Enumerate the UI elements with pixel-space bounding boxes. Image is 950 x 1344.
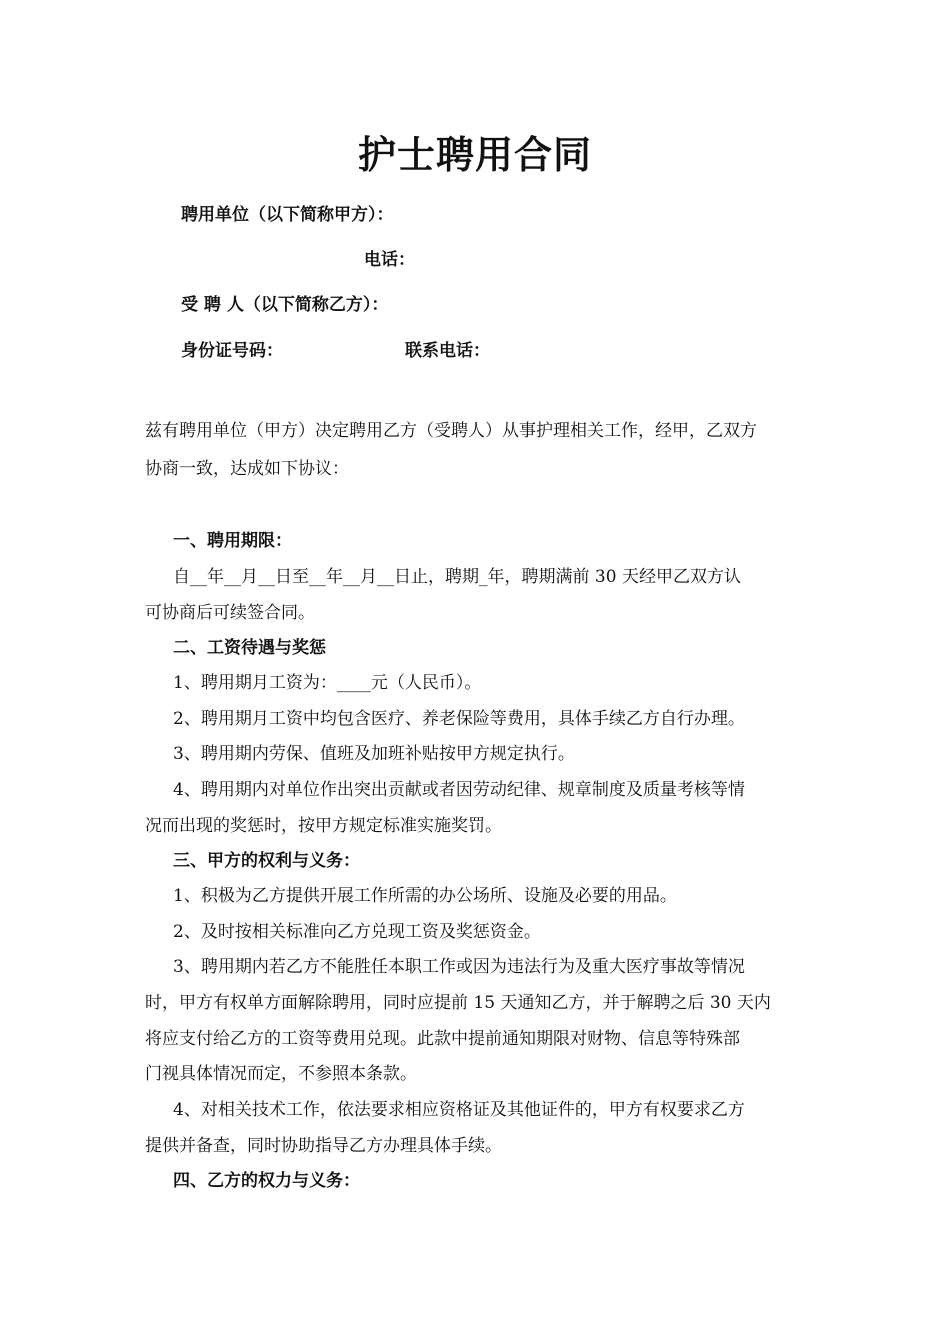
section-3-item-3-line-1: 3、聘用期内若乙方不能胜任本职工作或因为违法行为及重大医疗事故等情况 — [173, 957, 745, 977]
employer-label: 聘用单位（以下简称甲方）： — [181, 205, 394, 225]
phone-label: 电话： — [364, 250, 415, 270]
section-3-heading: 三、甲方的权利与义务： — [173, 851, 360, 871]
section-3-item-4-line-2: 提供并备查，同时协助指导乙方办理具体手续。 — [145, 1136, 502, 1156]
section-2-item-2: 2、聘用期月工资中均包含医疗、养老保险等费用，具体手续乙方自行办理。 — [173, 709, 745, 729]
section-4-heading: 四、乙方的权力与义务： — [173, 1171, 360, 1191]
section-2-item-4-line-1: 4、聘用期内对单位作出突出贡献或者因劳动纪律、规章制度及质量考核等情 — [173, 780, 745, 800]
intro-line-1: 兹有聘用单位（甲方）决定聘用乙方（受聘人）从事护理相关工作，经甲，乙双方 — [145, 421, 757, 441]
section-2-item-1: 1、聘用期月工资为：____元（人民币）。 — [173, 673, 482, 693]
employee-label: 受 聘 人（以下简称乙方）： — [181, 295, 389, 315]
section-3-item-3-line-3: 将应支付给乙方的工资等费用兑现。此款中提前通知期限对财物、信息等特殊部 — [145, 1029, 740, 1049]
section-2-item-3: 3、聘用期内劳保、值班及加班补贴按甲方规定执行。 — [173, 744, 575, 764]
intro-line-2: 协商一致，达成如下协议： — [145, 459, 349, 479]
section-1-line-1: 自__年__月__日至__年__月__日止，聘期_年，聘期满前 30 天经甲乙双方认 — [173, 567, 741, 587]
contact-phone-label: 联系电话： — [405, 341, 490, 361]
section-3-item-2: 2、及时按相关标准向乙方兑现工资及奖惩资金。 — [173, 922, 541, 942]
section-2-heading: 二、工资待遇与奖惩 — [173, 638, 326, 658]
section-3-item-3-line-4: 门视具体情况而定，不参照本条款。 — [145, 1064, 417, 1084]
section-3-item-1: 1、积极为乙方提供开展工作所需的办公场所、设施及必要的用品。 — [173, 886, 677, 906]
section-3-item-4-line-1: 4、对相关技术工作，依法要求相应资格证及其他证件的，甲方有权要求乙方 — [173, 1100, 745, 1120]
section-2-item-4-line-2: 况而出现的奖惩时，按甲方规定标准实施奖罚。 — [145, 816, 502, 836]
document-title: 护士聘用合同 — [357, 133, 592, 177]
section-3-item-3-line-2: 时，甲方有权单方面解除聘用，同时应提前 15 天通知乙方，并于解聘之后 30 天内 — [145, 993, 771, 1013]
id-number-label: 身份证号码： — [181, 341, 283, 361]
section-1-line-2: 可协商后可续签合同。 — [145, 603, 315, 623]
section-1-heading: 一、聘用期限： — [173, 531, 292, 551]
